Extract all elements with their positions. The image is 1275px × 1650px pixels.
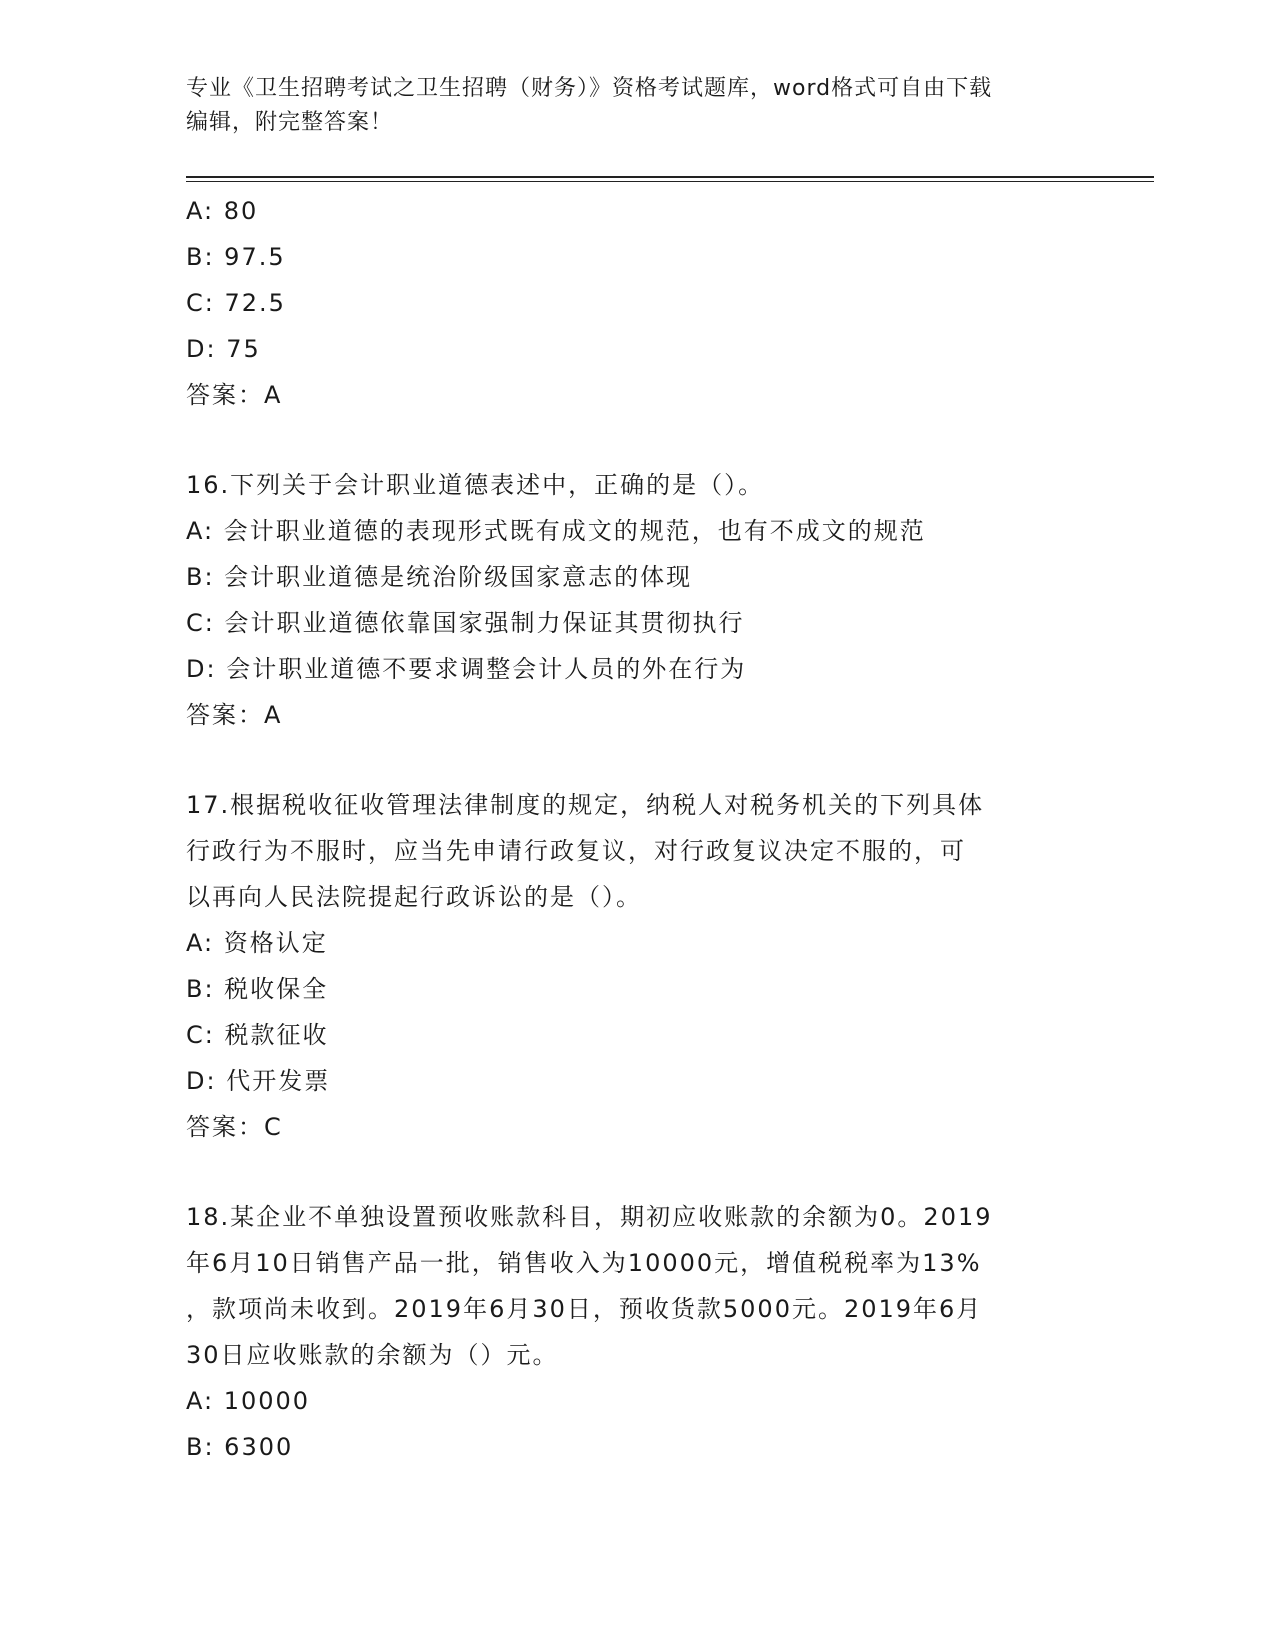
option-a: A: 资格认定 xyxy=(186,929,328,957)
option-d: D: 75 xyxy=(186,335,261,363)
option-b: B: 97.5 xyxy=(186,243,286,271)
option-a: A: 80 xyxy=(186,197,259,225)
option-d: D: 会计职业道德不要求调整会计人员的外在行为 xyxy=(186,655,747,683)
question-stem-line-4: 30日应收账款的余额为（）元。 xyxy=(186,1341,559,1369)
option-c: C: 会计职业道德依靠国家强制力保证其贯彻执行 xyxy=(186,609,745,637)
header-line-1: 专业《卫生招聘考试之卫生招聘（财务）》资格考试题库，word格式可自由下载 xyxy=(186,76,993,101)
header-divider-thin xyxy=(186,181,1154,182)
question-stem-line-1: 18.某企业不单独设置预收账款科目，期初应收账款的余额为0。2019 xyxy=(186,1203,993,1231)
question-16 xyxy=(186,462,1086,738)
option-c: C: 税款征收 xyxy=(186,1021,329,1049)
option-b: B: 6300 xyxy=(186,1433,294,1461)
option-a: A: 会计职业道德的表现形式既有成文的规范，也有不成文的规范 xyxy=(186,517,926,545)
option-d: D: 代开发票 xyxy=(186,1067,331,1095)
question-stem-line-2: 行政行为不服时，应当先申请行政复议，对行政复议决定不服的，可 xyxy=(186,837,966,865)
question-list xyxy=(186,188,1086,1470)
question-stem-line-3: 以再向人民法院提起行政诉讼的是（）。 xyxy=(186,883,642,911)
question-18 xyxy=(186,1194,1086,1470)
answer: 答案：A xyxy=(186,381,283,409)
question-stem-line-3: ，款项尚未收到。2019年6月30日，预收货款5000元。2019年6月 xyxy=(186,1295,983,1323)
question-stem-line-2: 年6月10日销售产品一批，销售收入为10000元，增值税税率为13% xyxy=(186,1249,982,1277)
question-stem-line-1: 17.根据税收征收管理法律制度的规定，纳税人对税务机关的下列具体 xyxy=(186,791,985,819)
answer: 答案：A xyxy=(186,701,283,729)
question-stem: 16.下列关于会计职业道德表述中，正确的是（）。 xyxy=(186,471,765,499)
option-c: C: 72.5 xyxy=(186,289,286,317)
header-divider-thick xyxy=(186,176,1154,178)
header-line-2: 编辑，附完整答案！ xyxy=(186,110,394,135)
option-b: B: 会计职业道德是统治阶级国家意志的体现 xyxy=(186,563,693,591)
answer: 答案：C xyxy=(186,1113,283,1141)
document-header xyxy=(186,72,1086,140)
option-a: A: 10000 xyxy=(186,1387,311,1415)
option-b: B: 税收保全 xyxy=(186,975,329,1003)
question-17 xyxy=(186,782,1086,1150)
question-15 xyxy=(186,188,1086,418)
